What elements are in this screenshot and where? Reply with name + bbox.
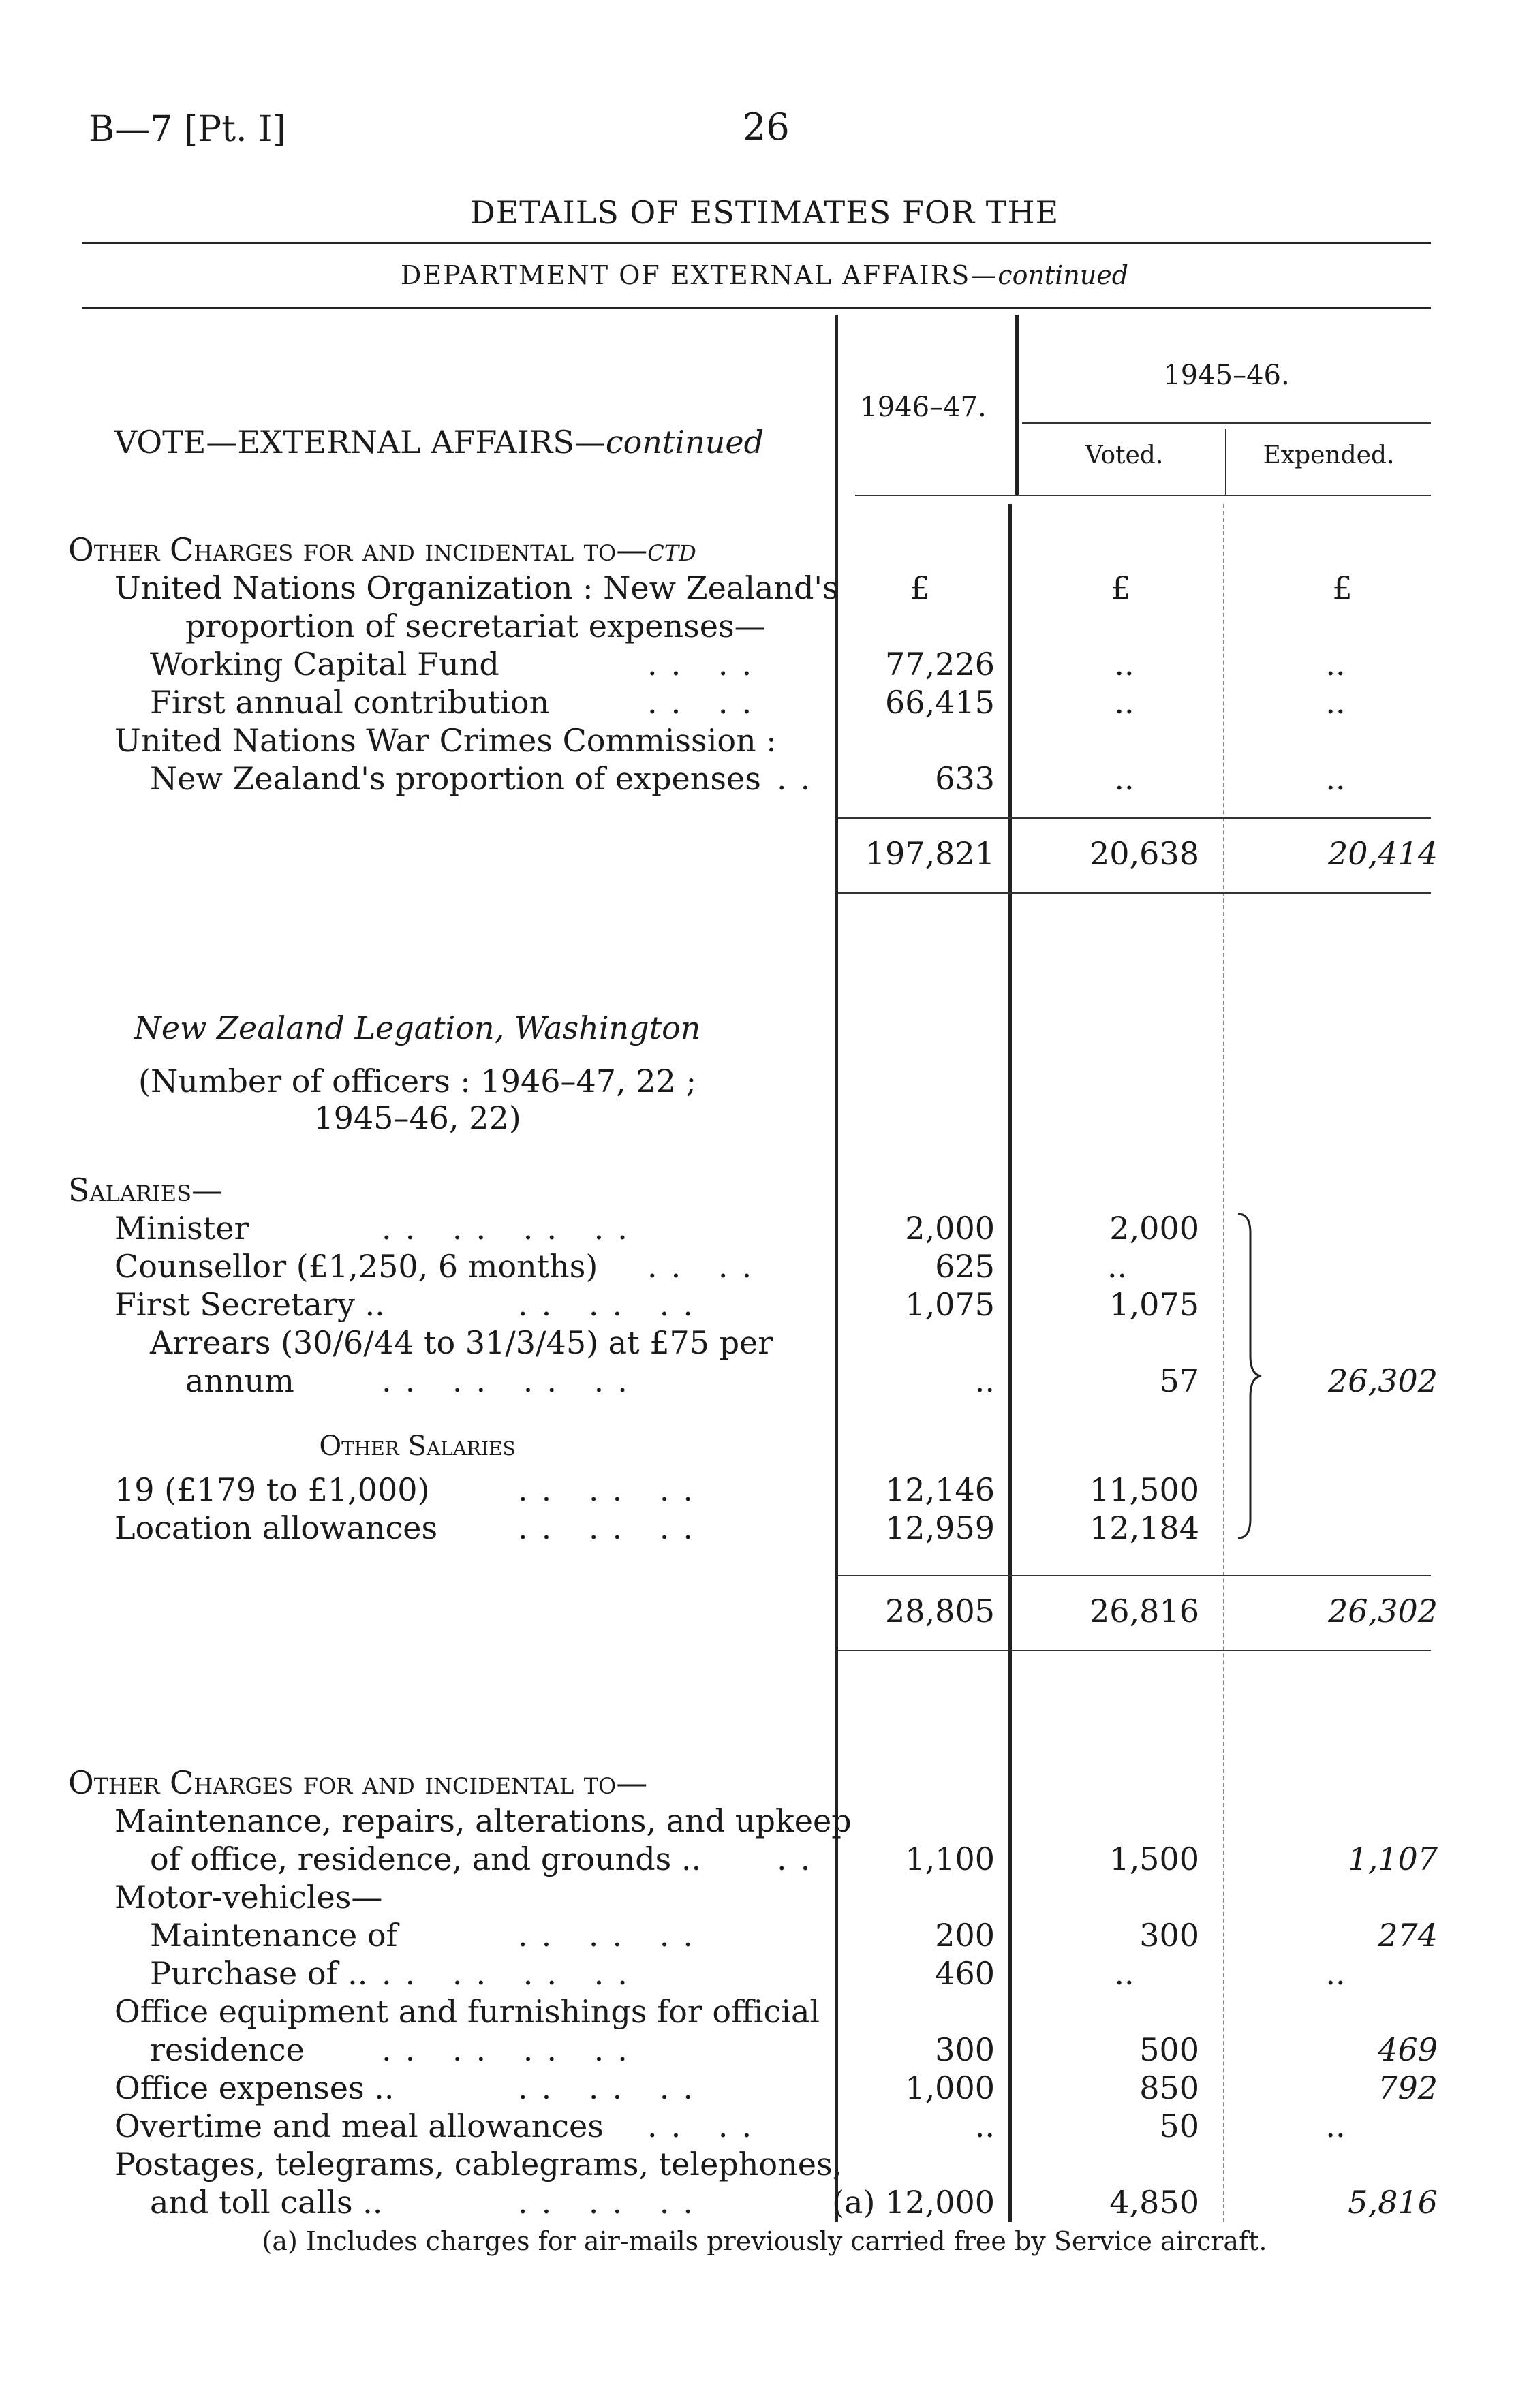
currency-voted: £ bbox=[1111, 569, 1131, 606]
total-expended: 20,414 bbox=[1328, 835, 1438, 872]
row-value-voted: .. bbox=[1114, 1955, 1134, 1992]
row-value-voted: 50 bbox=[1159, 2108, 1199, 2144]
row-label: New Zealand's proportion of expenses bbox=[150, 760, 761, 797]
section1-heading-main: Other Charges for and incidental to— bbox=[68, 531, 648, 568]
motor-heading: Motor-vehicles— bbox=[114, 1879, 383, 1916]
row-label: of office, residence, and grounds .. bbox=[150, 1841, 702, 1877]
row-value-voted: 850 bbox=[1139, 2069, 1199, 2106]
currency-1946: £ bbox=[910, 569, 930, 606]
column-1945-46: 1945–46. bbox=[1163, 360, 1290, 391]
leader-dots: .. bbox=[777, 760, 824, 797]
officers-line2: 1945–46, 22) bbox=[313, 1099, 521, 1136]
leader-dots: .. .. .. bbox=[518, 1510, 707, 1546]
footnote: (a) Includes charges for air-mails previously carried free by Service aircraft. bbox=[262, 2226, 1267, 2256]
salaries-heading: Salaries— bbox=[68, 1172, 223, 1208]
row-value-expended: .. bbox=[1325, 2108, 1346, 2144]
row-value-expended: .. bbox=[1325, 646, 1346, 683]
page-subtitle bbox=[0, 260, 1529, 290]
leader-dots: .. .. .. .. bbox=[382, 1955, 641, 1992]
total-voted: 26,816 bbox=[1090, 1593, 1199, 1629]
column-expended: Expended. bbox=[1263, 441, 1395, 469]
row-label: Maintenance of bbox=[150, 1917, 398, 1954]
legation-title: New Zealand Legation, Washington bbox=[134, 1010, 701, 1046]
total-1946: 28,805 bbox=[885, 1593, 995, 1629]
row-label: Counsellor (£1,250, 6 months) bbox=[114, 1248, 598, 1285]
leader-dots: .. bbox=[777, 1841, 824, 1877]
war-crimes-line1: United Nations War Crimes Commission : bbox=[114, 722, 777, 759]
row-value-1946: (a) 12,000 bbox=[832, 2184, 995, 2221]
row-value-1946: 66,415 bbox=[885, 684, 995, 721]
row-value-expended: 274 bbox=[1378, 1917, 1438, 1954]
leader-dots: .. .. .. bbox=[518, 1286, 707, 1323]
total-1946: 197,821 bbox=[865, 835, 995, 872]
arrears-line1: Arrears (30/6/44 to 31/3/45) at £75 per bbox=[150, 1324, 773, 1361]
salaries-total-rule-top bbox=[838, 1575, 1431, 1576]
row-value-voted: 12,184 bbox=[1090, 1510, 1199, 1546]
row-label: annum bbox=[185, 1362, 294, 1399]
row-value-voted: .. bbox=[1114, 684, 1134, 721]
row-label: First annual contribution bbox=[150, 684, 550, 721]
row-value-expended: 5,816 bbox=[1348, 2184, 1438, 2221]
row-value-expended: .. bbox=[1325, 760, 1346, 797]
total-rule-bottom bbox=[838, 892, 1431, 894]
currency-expended: £ bbox=[1332, 569, 1353, 606]
leader-dots: .. .. bbox=[647, 1248, 766, 1285]
page-title: DETAILS OF ESTIMATES FOR THE bbox=[469, 194, 1060, 231]
column-rule-voted bbox=[1223, 504, 1224, 2222]
total-expended: 26,302 bbox=[1328, 1593, 1438, 1629]
row-label: residence bbox=[150, 2031, 305, 2068]
row-value-voted: 1,075 bbox=[1109, 1286, 1199, 1323]
row-value-expended: 792 bbox=[1378, 2069, 1438, 2106]
column-rule-middle bbox=[1008, 504, 1012, 2222]
row-value-1946: 77,226 bbox=[885, 646, 995, 683]
vote-heading-continued: continued bbox=[605, 424, 764, 460]
row-label: Minister bbox=[114, 1210, 249, 1247]
row-value-expended: .. bbox=[1325, 684, 1346, 721]
row-value-voted: 500 bbox=[1139, 2031, 1199, 2068]
row-label: First Secretary .. bbox=[114, 1286, 385, 1323]
row-value-1946: 633 bbox=[935, 760, 995, 797]
row-value-1946: 625 bbox=[935, 1248, 995, 1285]
row-label: and toll calls .. bbox=[150, 2184, 383, 2221]
row-value-voted: .. bbox=[1114, 760, 1134, 797]
officers-line1: (Number of officers : 1946–47, 22 ; bbox=[138, 1063, 696, 1099]
row-label: Overtime and meal allowances bbox=[114, 2108, 604, 2144]
leader-dots: .. .. .. bbox=[518, 2184, 707, 2221]
leader-dots: .. .. .. .. bbox=[382, 1210, 641, 1247]
vote-heading-main: VOTE—EXTERNAL AFFAIRS— bbox=[114, 424, 606, 460]
row-value-1946: .. bbox=[974, 2108, 995, 2144]
column-1946-47: 1946–47. bbox=[860, 392, 987, 423]
row-value-voted: 4,850 bbox=[1109, 2184, 1199, 2221]
row-label: Location allowances bbox=[114, 1510, 438, 1546]
leader-dots: .. .. .. bbox=[518, 1471, 707, 1508]
row-value-1946: 460 bbox=[935, 1955, 995, 1992]
un-org-line1: United Nations Organization : New Zealand's bbox=[114, 569, 839, 606]
row-value-voted: 300 bbox=[1139, 1917, 1199, 1954]
leader-dots: .. .. .. .. bbox=[382, 2031, 641, 2068]
row-value-1946: 2,000 bbox=[905, 1210, 995, 1247]
brace-icon bbox=[1237, 1213, 1264, 1539]
section1-heading bbox=[68, 531, 696, 568]
row-value-voted: 2,000 bbox=[1109, 1210, 1199, 1247]
leader-dots: .. .. .. bbox=[518, 2069, 707, 2106]
row-value-voted: .. bbox=[1107, 1248, 1128, 1285]
header-rule bbox=[82, 307, 1431, 309]
title-rule bbox=[82, 242, 1431, 244]
row-value-1946: 1,075 bbox=[905, 1286, 995, 1323]
row-label: 19 (£179 to £1,000) bbox=[114, 1471, 430, 1508]
row-value-1946: 1,000 bbox=[905, 2069, 995, 2106]
row-value-1946: 12,959 bbox=[885, 1510, 995, 1546]
subtitle-main: DEPARTMENT OF EXTERNAL AFFAIRS— bbox=[400, 260, 998, 290]
section3-heading: Other Charges for and incidental to— bbox=[68, 1764, 648, 1801]
total-voted: 20,638 bbox=[1090, 835, 1199, 872]
un-org-line2: proportion of secretariat expenses— bbox=[185, 608, 766, 644]
column-rule-voted-header bbox=[1225, 429, 1226, 495]
row-value-1946: .. bbox=[974, 1362, 995, 1399]
row-value-expended: .. bbox=[1325, 1955, 1346, 1992]
row-label: Office expenses .. bbox=[114, 2069, 395, 2106]
leader-dots: .. .. bbox=[647, 646, 766, 683]
row-value-expended: 469 bbox=[1378, 2031, 1438, 2068]
column-rule-middle-top bbox=[1015, 315, 1019, 495]
row-value-1946: 1,100 bbox=[905, 1841, 995, 1877]
maint-line1: Maintenance, repairs, alterations, and upkeep bbox=[114, 1802, 852, 1839]
year-subheader-rule bbox=[1022, 422, 1431, 424]
row-value-voted: 57 bbox=[1159, 1362, 1199, 1399]
row-value-voted: 1,500 bbox=[1109, 1841, 1199, 1877]
other-salaries-heading: Other Salaries bbox=[319, 1430, 516, 1462]
row-label: Purchase of .. bbox=[150, 1955, 368, 1992]
postage-line1: Postages, telegrams, cablegrams, telephones, bbox=[114, 2146, 843, 2183]
section1-heading-ctd: ctd bbox=[647, 531, 696, 568]
row-value-voted: .. bbox=[1114, 646, 1134, 683]
row-value-expended: 1,107 bbox=[1348, 1841, 1438, 1877]
row-value-1946: 12,146 bbox=[885, 1471, 995, 1508]
subtitle-continued: continued bbox=[998, 260, 1129, 290]
column-voted: Voted. bbox=[1085, 441, 1164, 469]
leader-dots: .. .. bbox=[647, 684, 766, 721]
leader-dots: .. .. bbox=[647, 2108, 766, 2144]
page-number: 26 bbox=[743, 106, 790, 148]
salaries-total-rule-bottom bbox=[838, 1650, 1431, 1651]
document-reference: B—7 [Pt. I] bbox=[89, 109, 286, 150]
expended-combined: 26,302 bbox=[1328, 1362, 1438, 1399]
row-value-voted: 11,500 bbox=[1090, 1471, 1199, 1508]
row-value-1946: 300 bbox=[935, 2031, 995, 2068]
column-header-rule bbox=[855, 495, 1431, 496]
row-label: Working Capital Fund bbox=[150, 646, 499, 683]
leader-dots: .. .. .. .. bbox=[382, 1362, 641, 1399]
leader-dots: .. .. .. bbox=[518, 1917, 707, 1954]
vote-heading bbox=[114, 424, 764, 460]
row-value-1946: 200 bbox=[935, 1917, 995, 1954]
total-rule-top bbox=[838, 817, 1431, 819]
equip-line1: Office equipment and furnishings for official bbox=[114, 1993, 820, 2030]
